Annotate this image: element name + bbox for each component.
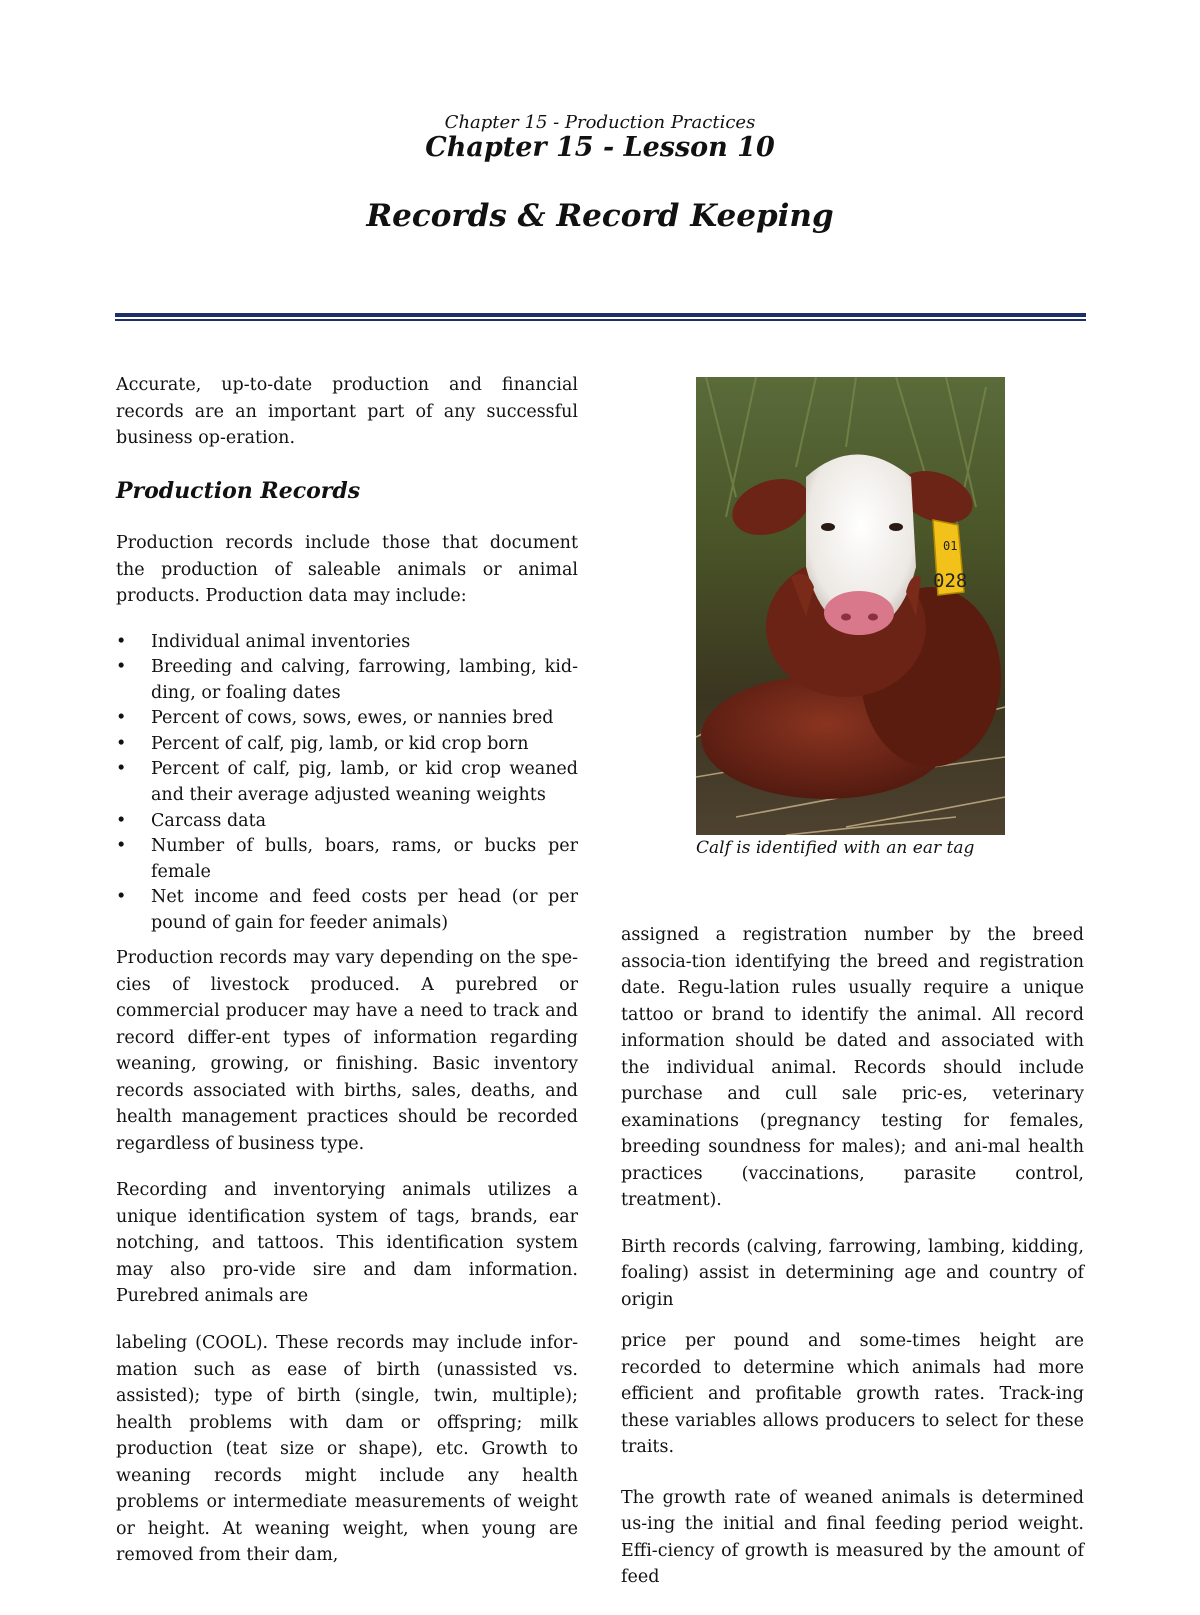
- bullet-glyph: •: [116, 708, 127, 729]
- price-per-pound-paragraph: price per pound and some-times height are recorded to determine which animals had more efficient and profitable growth rates. Track-ing these variables allows producers to select for these traits.: [621, 1331, 1084, 1457]
- list-item: [116, 809, 578, 835]
- photo-caption: Calf is identified with an ear tag: [696, 838, 975, 858]
- list-item: [116, 732, 578, 758]
- ear-tag-line-2: 028: [933, 570, 968, 592]
- list-item-text: Percent of calf, pig, lamb, or kid crop born: [151, 733, 529, 754]
- birth-records-paragraph: Birth records (calving, farrowing, lambing, kidding, foaling) assist in determining age and country of origin: [621, 1236, 1084, 1310]
- production-data-list: [116, 630, 578, 937]
- bullet-glyph: •: [116, 631, 127, 652]
- intro-paragraph: Accurate, up-to-date production and financial records are an important part of any successful business op-eration.: [116, 375, 578, 448]
- right-column-middle: [621, 922, 1084, 1333]
- calf-photo-graphic: [696, 377, 1005, 835]
- bullet-glyph: •: [116, 810, 127, 831]
- list-item: [116, 834, 578, 885]
- species-paragraph: Production records may vary depending on the spe-cies of livestock produced. A purebred or commercial producer may have a need to track and record differ-ent types of information regarding weaning, growing, or finishing. Basic inventory records associated with births, sales, deaths, and health management practices should be recorded regardless of business type.: [116, 948, 578, 1154]
- running-head: Chapter 15 - Production Practices: [444, 112, 756, 133]
- production-intro-paragraph: Production records include those that document the production of saleable animals or animal products. Production data may include:: [116, 533, 578, 606]
- list-item: [116, 706, 578, 732]
- bullet-glyph: •: [116, 759, 127, 780]
- bullet-glyph: •: [116, 657, 127, 678]
- header-rule-thick: [115, 313, 1086, 317]
- list-item-text: Carcass data: [151, 810, 267, 831]
- section-heading-production-records: Production Records: [116, 477, 361, 504]
- ear-tag-line-1: 01: [943, 539, 958, 553]
- identification-paragraph: Recording and inventorying animals utilizes a unique identification system of tags, brands, ear notching, and tattoos. This identification system may also pro-vide sire and dam information. Purebred animals are: [116, 1180, 578, 1306]
- page-title: Records & Record Keeping: [366, 198, 834, 234]
- list-item-text: Percent of calf, pig, lamb, or kid crop weaned and their average adjusted weaning weights: [151, 759, 578, 806]
- list-item-text: Individual animal inventories: [151, 631, 411, 652]
- list-item: [116, 630, 578, 656]
- list-item: [116, 757, 578, 808]
- list-item-text: Percent of cows, sows, ewes, or nannies bred: [151, 708, 554, 729]
- right-column-bottom: [621, 1328, 1084, 1615]
- growth-rate-paragraph: The growth rate of weaned animals is determined us-ing the initial and final feeding period weight. Effi-ciency of growth is measured by the amount of feed: [621, 1487, 1084, 1587]
- bullet-glyph: •: [116, 836, 127, 857]
- cool-paragraph: labeling (COOL). These records may include infor-mation such as ease of birth (unassisted vs. assisted); type of birth (single, twin, multiple); health problems with dam or offspring; milk production (teat size or shape), etc. Growth to weaning records might include any health problems or intermediate measurements of weight or height. At weaning weight, when young are removed from their dam,: [116, 1333, 578, 1565]
- left-column-middle: [116, 945, 578, 1330]
- left-column-top: [116, 372, 578, 937]
- bullet-glyph: •: [116, 733, 127, 754]
- list-item-text: Net income and feed costs per head (or per pound of gain for feeder animals): [151, 887, 578, 934]
- header-rule-thin: [115, 319, 1086, 321]
- list-item-text: Breeding and calving, farrowing, lambing, kid-ding, or foaling dates: [151, 657, 578, 703]
- bullet-glyph: •: [116, 887, 127, 908]
- left-column-bottom: [116, 1330, 578, 1569]
- list-item: [116, 655, 578, 706]
- registration-paragraph: assigned a registration number by the breed associa-tion identifying the breed and registration date. Regu-lation rules usually require a unique tattoo or brand to identify the animal. All record information should be dated and associated with the individual animal. Records should include purchase and cull sale pric-es, veterinary examinations (pregnancy testing for females, breeding soundness for males); and ani-mal health practices (vaccinations, parasite control, treatment).: [621, 925, 1084, 1210]
- lesson-title: Chapter 15 - Lesson 10: [425, 132, 775, 163]
- calf-photo: [696, 377, 1005, 835]
- list-item: [116, 885, 578, 936]
- list-item-text: Number of bulls, boars, rams, or bucks per female: [151, 836, 578, 882]
